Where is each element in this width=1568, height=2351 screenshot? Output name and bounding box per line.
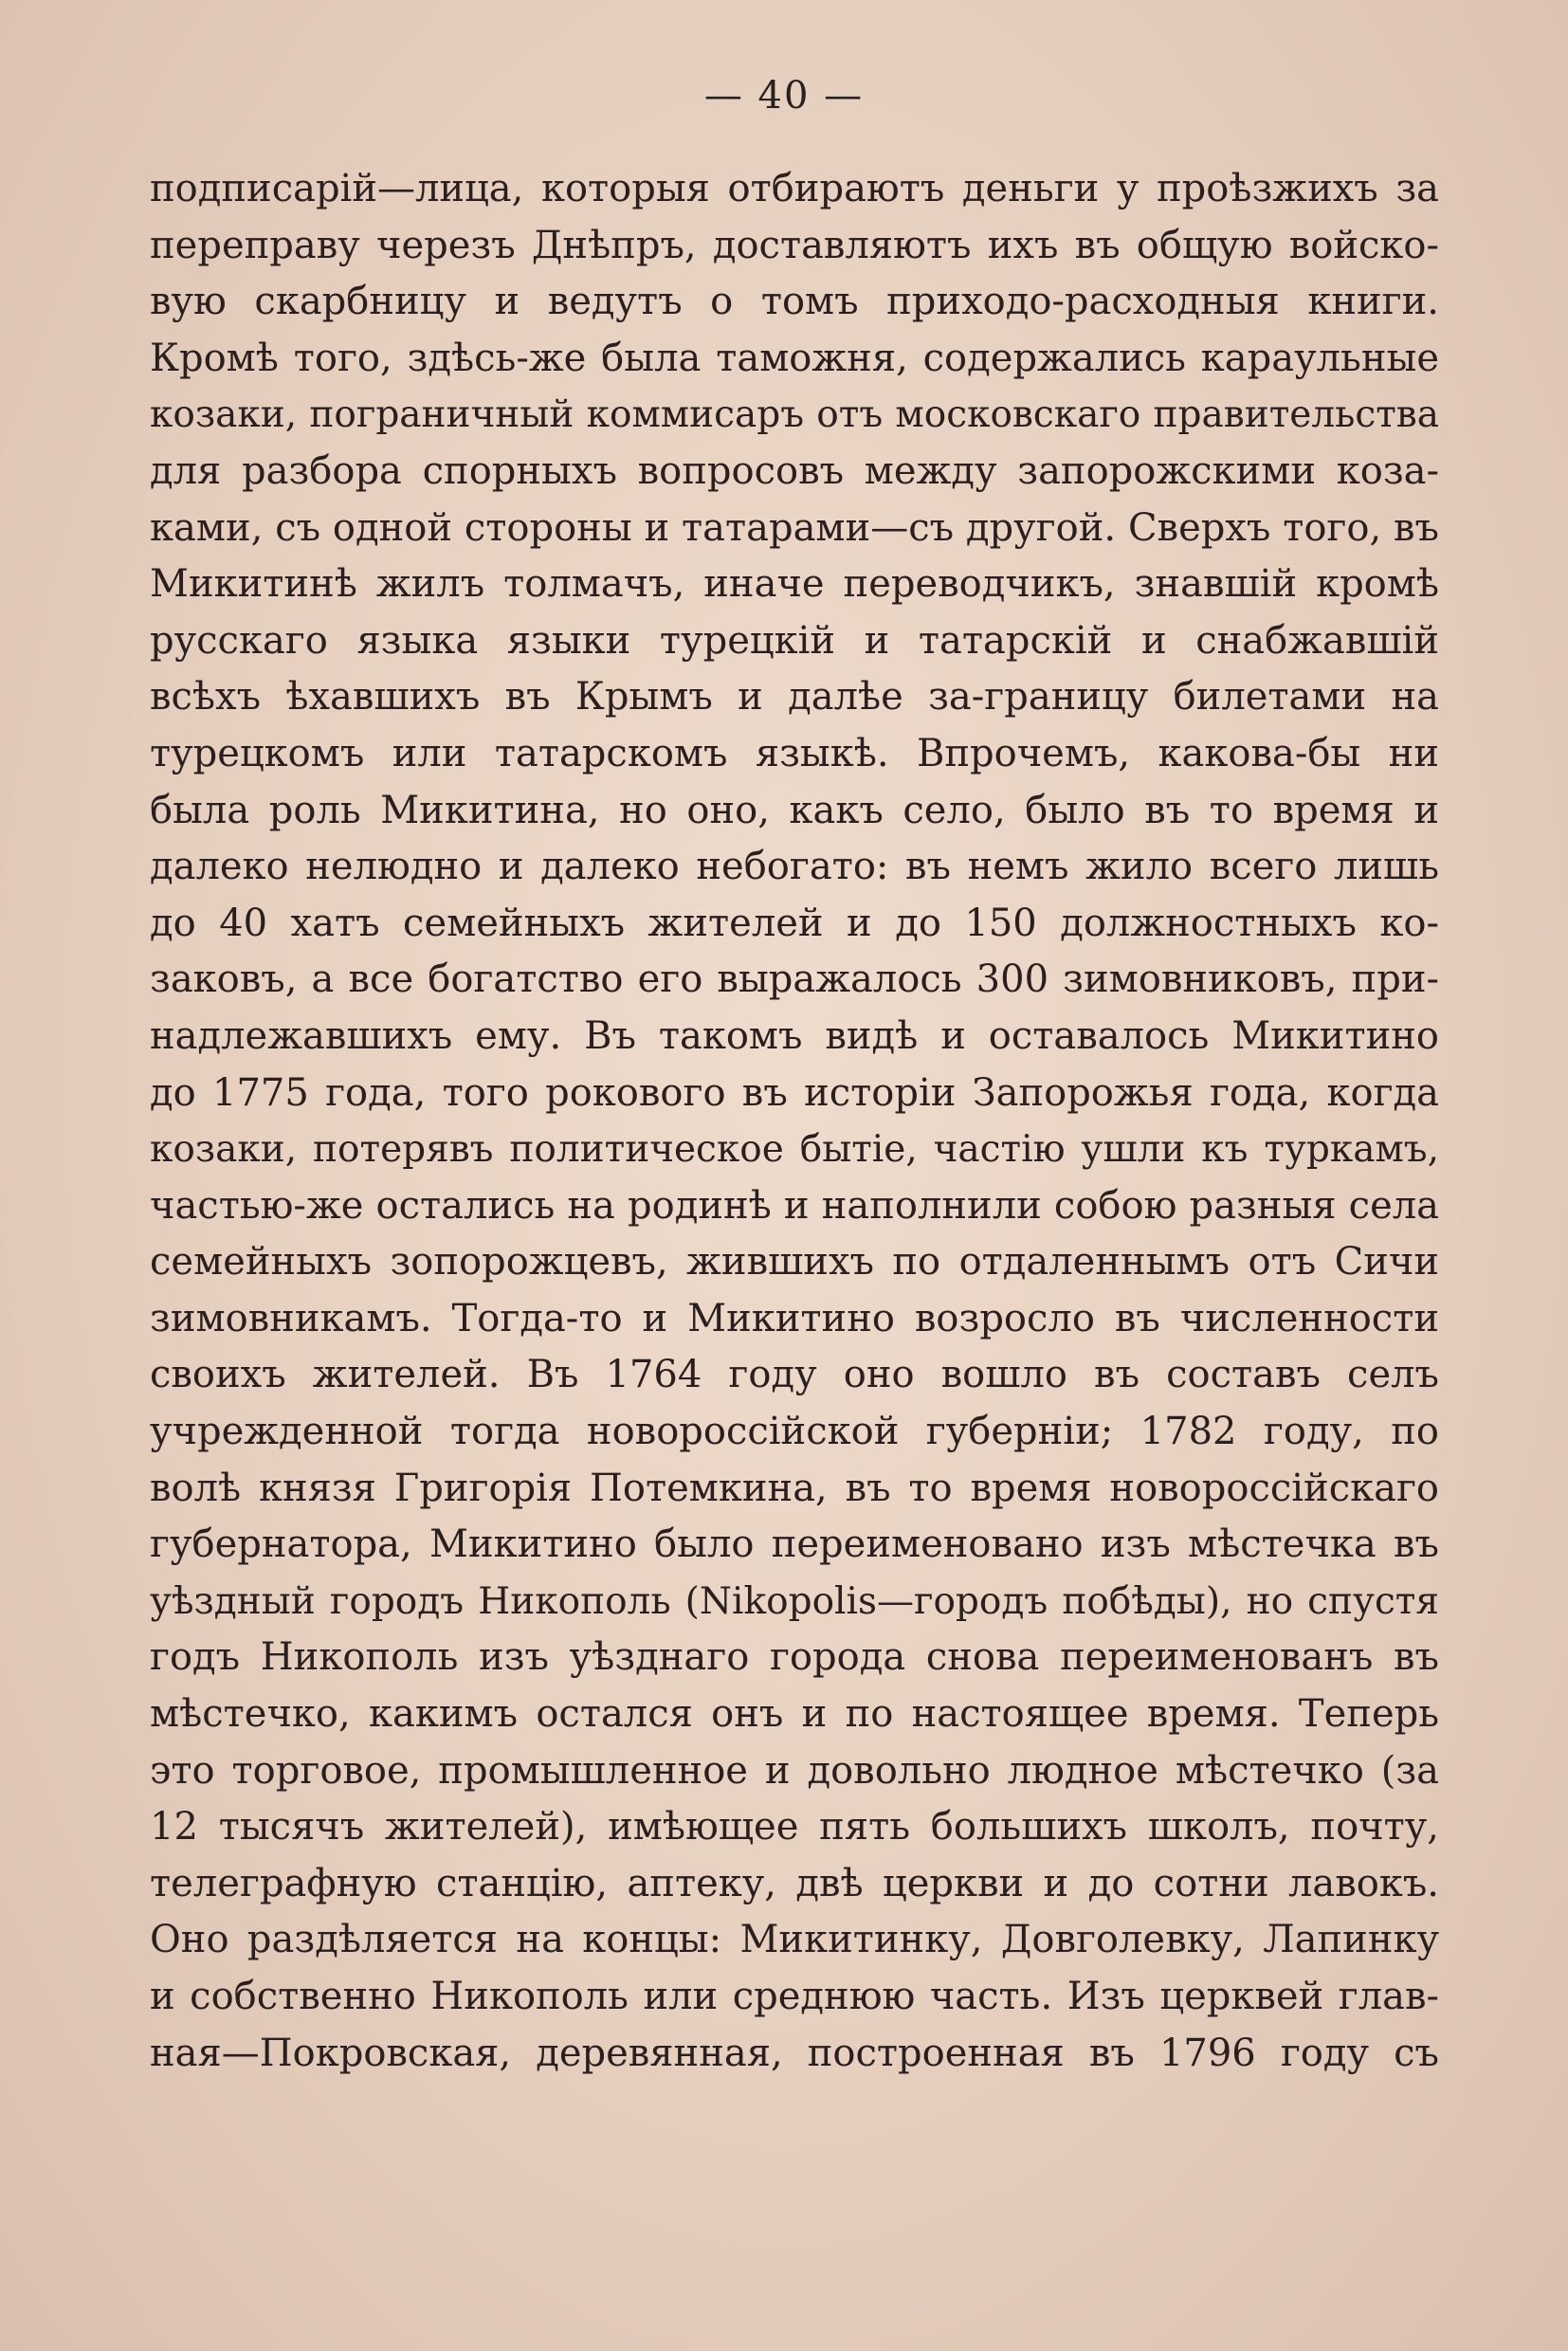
text-line: Оно раздѣляется на концы: Микитинку, Довголевку, Лапинку bbox=[150, 1918, 1439, 1962]
text-line: годъ Никополь изъ уѣзднаго города снова переименованъ въ bbox=[150, 1635, 1439, 1680]
body-text bbox=[150, 161, 1439, 2082]
text-line: губернатора, Микитино было переименовано изъ мѣстечка въ bbox=[150, 1522, 1439, 1567]
text-line: подписарій—лица, которыя отбираютъ деньги у проѣзжихъ за bbox=[150, 167, 1439, 210]
text-line: учрежденной тогда новороссійской губерніи; 1782 году, по bbox=[150, 1410, 1439, 1454]
text-line: турецкомъ или татарскомъ языкѣ. Впрочемъ, какова-бы ни bbox=[150, 731, 1439, 775]
text-line: козаки, потерявъ политическое бытіе, частію ушли къ туркамъ, bbox=[150, 1128, 1439, 1172]
text-line: своихъ жителей. Въ 1764 году оно вошло въ составъ селъ bbox=[150, 1353, 1439, 1397]
text-line: и собственно Никополь или среднюю часть. Изъ церквей глав- bbox=[150, 1975, 1439, 2018]
text-line: далеко нелюдно и далеко небогато: въ немъ жило всего лишь bbox=[150, 845, 1439, 889]
text-line: семейныхъ зопорожцевъ, жившихъ по отдаленнымъ отъ Сичи bbox=[150, 1240, 1439, 1285]
text-line: всѣхъ ѣхавшихъ въ Крымъ и далѣе за-границу билетами на bbox=[150, 675, 1439, 720]
text-line: зимовникамъ. Тогда-то и Микитино возросло въ численности bbox=[150, 1296, 1439, 1340]
text-line: ная—Покровская, деревянная, построенная въ 1796 году съ bbox=[150, 2031, 1439, 2075]
text-line: переправу черезъ Днѣпръ, доставляютъ ихъ въ общую войско- bbox=[150, 223, 1439, 267]
text-line: это торговое, промышленное и довольно людное мѣстечко (за bbox=[150, 1748, 1439, 1793]
text-line: Микитинѣ жилъ толмачъ, иначе переводчикъ, знавшій кромѣ bbox=[150, 562, 1439, 607]
text-line: до 1775 года, того рокового въ исторіи Запорожья года, когда bbox=[150, 1070, 1439, 1115]
text-line: Кромѣ того, здѣсь-же была таможня, содержались караульные bbox=[150, 336, 1439, 380]
page-number: — 40 — bbox=[703, 74, 865, 118]
text-line: телеграфную станцію, аптеку, двѣ церкви и до сотни лавокъ. bbox=[150, 1861, 1439, 1905]
text-line: заковъ, а все богатство его выражалось 300 зимовниковъ, при- bbox=[150, 957, 1439, 1002]
text-line: ками, съ одной стороны и татарами—съ другой. Сверхъ того, въ bbox=[150, 505, 1439, 550]
text-line: мѣстечко, какимъ остался онъ и по настоящее время. Теперь bbox=[150, 1692, 1439, 1737]
text-line: русскаго языка языки турецкій и татарскій и снабжавшій bbox=[150, 618, 1439, 663]
text-line: надлежавшихъ ему. Въ такомъ видѣ и оставалось Микитино bbox=[150, 1013, 1439, 1058]
text-line: до 40 хатъ семейныхъ жителей и до 150 должностныхъ ко- bbox=[150, 901, 1439, 945]
text-line: частью-же остались на родинѣ и наполнили собою разныя села bbox=[150, 1183, 1439, 1228]
text-line: для разбора спорныхъ вопросовъ между запорожскими коза- bbox=[150, 448, 1439, 493]
text-line: уѣздный городъ Никополь (Nikopolis—городъ побѣды), но спустя bbox=[150, 1579, 1439, 1623]
text-line: волѣ князя Григорія Потемкина, въ то время новороссійскаго bbox=[150, 1466, 1439, 1510]
text-line: была роль Микитина, но оно, какъ село, было въ то время и bbox=[150, 788, 1439, 832]
text-line: козаки, пограничный коммисаръ отъ московскаго правительства bbox=[150, 393, 1439, 437]
text-line: вую скарбницу и ведутъ о томъ приходо-расходныя книги. bbox=[150, 280, 1439, 324]
text-line: 12 тысячъ жителей), имѣющее пять большихъ школъ, почту, bbox=[150, 1805, 1439, 1850]
